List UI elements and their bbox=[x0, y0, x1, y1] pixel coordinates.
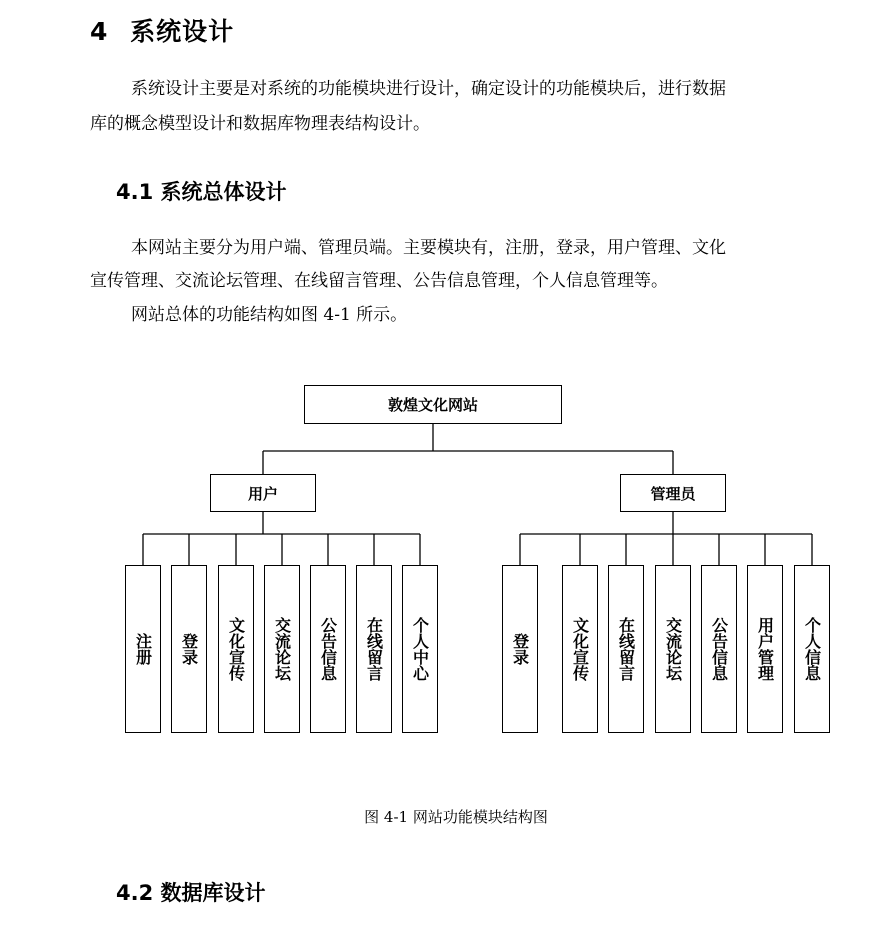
admin-leaf-node: 个人信息 bbox=[794, 565, 830, 733]
subsection-heading-4-1: 4.1 系统总体设计 bbox=[116, 180, 287, 204]
user-leaf-node: 个人中心 bbox=[402, 565, 438, 733]
admin-leaf-node: 交流论坛 bbox=[655, 565, 691, 733]
overview-line-1: 本网站主要分为用户端、管理员端。主要模块有，注册，登录，用户管理、文化 bbox=[131, 238, 726, 258]
admin-branch-node: 管理员 bbox=[620, 474, 726, 512]
admin-leaf-node: 在线留言 bbox=[608, 565, 644, 733]
user-branch-node: 用户 bbox=[210, 474, 316, 512]
figure-caption: 图 4-1 网站功能模块结构图 bbox=[364, 808, 548, 826]
user-leaf-node: 注册 bbox=[125, 565, 161, 733]
admin-leaf-node: 文化宣传 bbox=[562, 565, 598, 733]
intro-line-2: 库的概念模型设计和数据库物理表结构设计。 bbox=[90, 114, 430, 134]
section-number: 4 bbox=[90, 17, 109, 46]
admin-leaf-node: 用户管理 bbox=[747, 565, 783, 733]
user-leaf-node: 在线留言 bbox=[356, 565, 392, 733]
admin-leaf-node: 登录 bbox=[502, 565, 538, 733]
user-leaf-node: 公告信息 bbox=[310, 565, 346, 733]
root-node: 敦煌文化网站 bbox=[304, 385, 562, 424]
intro-line-1: 系统设计主要是对系统的功能模块进行设计，确定设计的功能模块后，进行数据 bbox=[131, 79, 726, 99]
section-title: 系统设计 bbox=[130, 17, 235, 46]
overview-line-2: 宣传管理、交流论坛管理、在线留言管理、公告信息管理，个人信息管理等。 bbox=[90, 271, 668, 291]
user-leaf-node: 交流论坛 bbox=[264, 565, 300, 733]
subsection-heading-4-2: 4.2 数据库设计 bbox=[116, 881, 266, 905]
user-leaf-node: 文化宣传 bbox=[218, 565, 254, 733]
overview-line-3: 网站总体的功能结构如图 4-1 所示。 bbox=[131, 305, 408, 325]
user-leaf-node: 登录 bbox=[171, 565, 207, 733]
admin-leaf-node: 公告信息 bbox=[701, 565, 737, 733]
